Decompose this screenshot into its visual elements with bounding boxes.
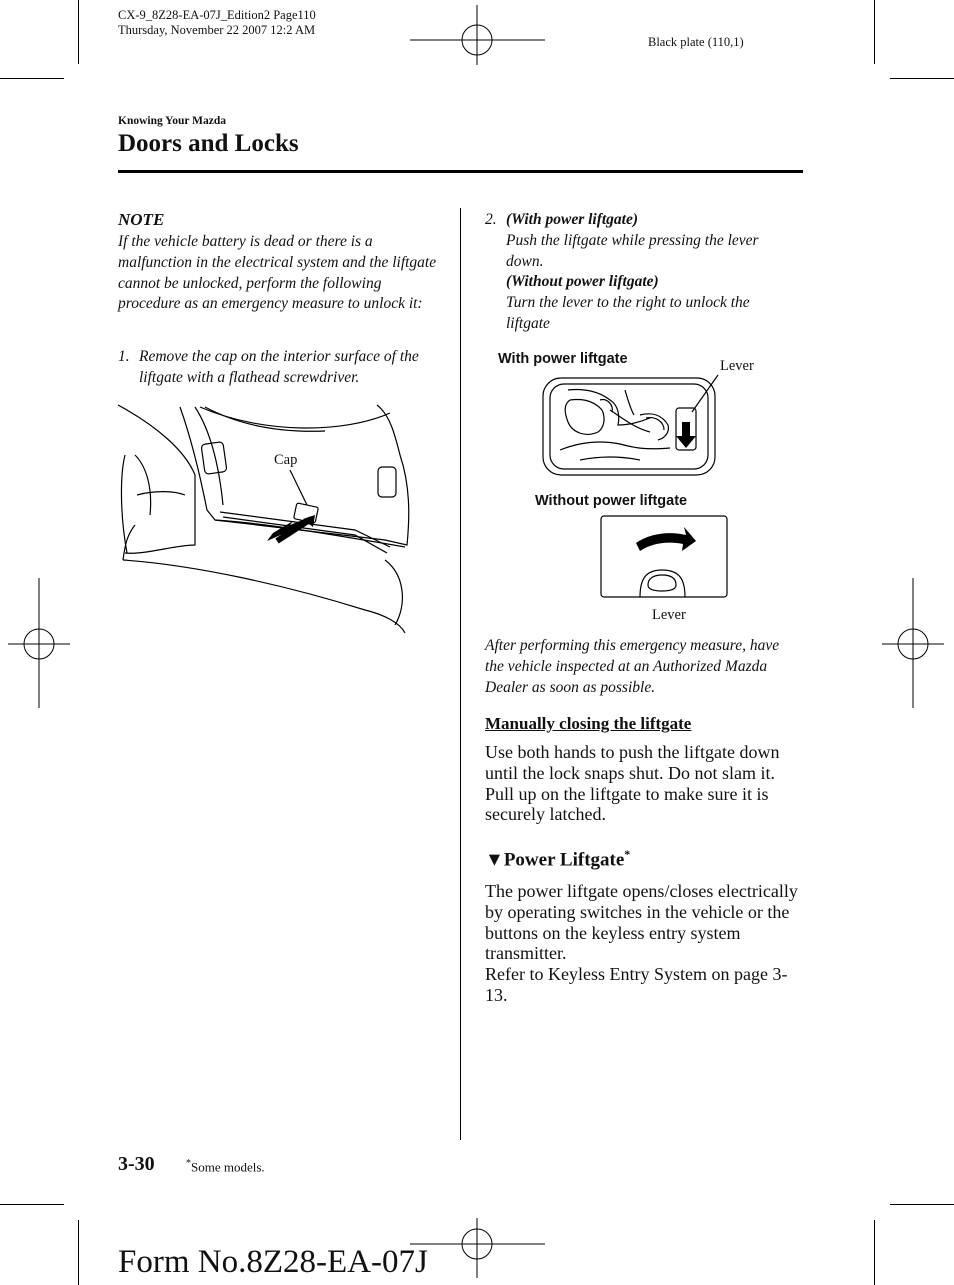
step-2-with-text: Push the liftgate while pressing the lever down.	[506, 232, 759, 270]
liftgate-cap-figure	[115, 395, 430, 635]
power-liftgate-lever-figure	[540, 370, 725, 480]
note-title: NOTE	[118, 210, 165, 229]
section-label: Knowing Your Mazda	[118, 115, 226, 127]
footnote-text: Some models.	[191, 1159, 265, 1175]
fig-with-lever-label: Lever	[720, 358, 754, 374]
note-text: If the vehicle battery is dead or there is a malfunction in the electrical system and the liftgate cannot be unlocked, perform the following procedure as an emergency measure to unlock it:	[118, 233, 437, 313]
slug-file-line: CX-9_8Z28-EA-07J_Edition2 Page110	[118, 8, 316, 22]
manual-closing-text: Use both hands to push the liftgate down until the lock snaps shut. Do not slam it. Pull up on the liftgate to make sure it is securely latched.	[485, 742, 780, 825]
slug-left	[118, 8, 316, 38]
form-number: Form No.8Z28-EA-07J	[118, 1244, 428, 1280]
registration-mark-left	[8, 578, 70, 708]
cap-label: Cap	[274, 452, 298, 468]
slug-right: Black plate (110,1)	[648, 35, 744, 49]
footnote	[186, 1158, 265, 1175]
step-1-number: 1.	[118, 348, 130, 365]
manual-closing-heading: Manually closing the liftgate	[485, 714, 692, 733]
registration-mark-bottom	[410, 1218, 545, 1278]
footnote-asterisk-icon: *	[186, 1158, 191, 1169]
triangle-down-icon: ▼	[485, 849, 504, 871]
manual-liftgate-lever-figure	[600, 515, 730, 600]
step-2-with-title: (With power liftgate)	[506, 211, 639, 228]
step-1-text: Remove the cap on the interior surface of the liftgate with a flathead screwdriver.	[139, 348, 419, 386]
page-number: 3-30	[118, 1153, 155, 1175]
step-2-without-text: Turn the lever to the right to unlock the liftgate	[506, 294, 750, 332]
power-liftgate-paragraph: The power liftgate opens/closes electrically by operating switches in the vehicle or the buttons on the keyless entry system transmitter.	[485, 881, 798, 964]
fig-without-lever-label: Lever	[652, 607, 686, 623]
power-liftgate-reference: Refer to Keyless Entry System on page 3-13.	[485, 964, 788, 1005]
column-divider	[460, 208, 461, 1140]
page-title: Doors and Locks	[118, 130, 299, 157]
step-2-number: 2.	[485, 211, 497, 228]
fig-without-power-label: Without power liftgate	[535, 493, 688, 509]
asterisk-icon: *	[624, 847, 631, 861]
power-liftgate-heading-text: Power Liftgate	[503, 849, 625, 871]
fig-with-power-label: With power liftgate	[498, 351, 628, 367]
power-liftgate-heading	[485, 847, 630, 871]
registration-mark-right	[882, 578, 944, 708]
header-rule	[118, 170, 803, 173]
registration-mark-top	[410, 5, 545, 65]
power-liftgate-text	[485, 881, 803, 1006]
slug-date-line: Thursday, November 22 2007 12:2 AM	[118, 23, 316, 37]
after-text: After performing this emergency measure, have the vehicle inspected at an Authorized Mazda Dealer as soon as possible.	[485, 637, 780, 696]
step-2-without-title: (Without power liftgate)	[506, 273, 659, 290]
